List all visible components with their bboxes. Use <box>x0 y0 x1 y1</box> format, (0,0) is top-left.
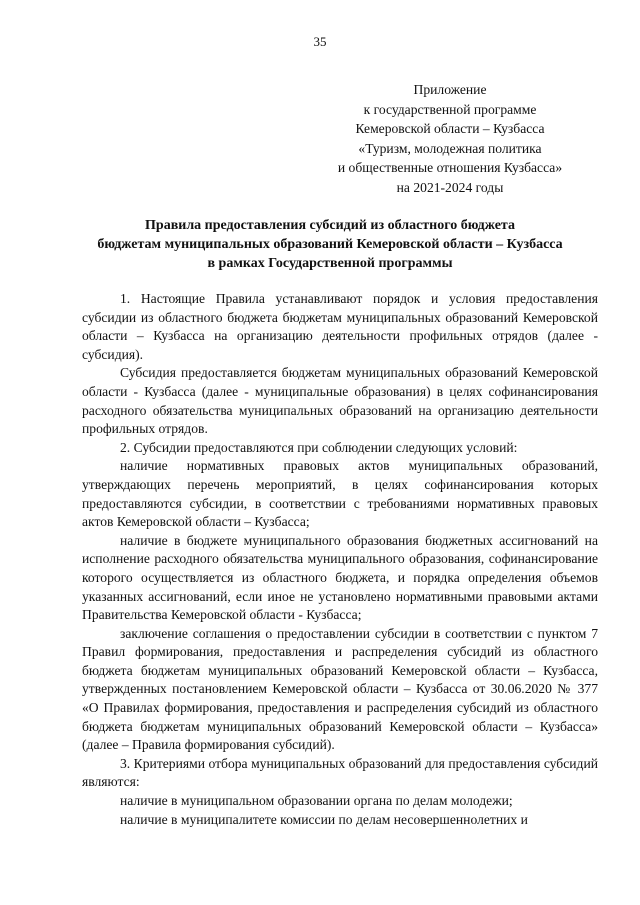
appendix-line: к государственной программе <box>363 101 537 117</box>
title-line: Правила предоставления субсидий из областного бюджета <box>145 218 515 233</box>
paragraph: 1. Настоящие Правила устанавливают порядок и условия предоставления субсидии из областного бюджета бюджетам муниципальных образований Кемеровской области – Кузбасса на организацию деятельности профильных отрядов (далее - субсидия). <box>82 291 598 362</box>
paragraph: наличие в бюджете муниципального образования бюджетных ассигнований на исполнение расходного обязательства муниципального образования, софинансирование которого осуществляется из областного бюджета, и порядка определения объемов указанных ассигнований, если иное не установлено нормативными правовыми актами Правительства Кемеровской области - Кузбасса; <box>82 532 598 623</box>
paragraph: заключение соглашения о предоставлении субсидии в соответствии с пунктом 7 Правил формирования, предоставления и распределения субсидий из областного бюджета бюджетам муниципальных образований Кемеровской области – Кузбасса, утвержденных постановлением Кемеровской области – Кузбасса от 30.06.2020 № 377 «О Правилах формирования, предоставления и распределения субсидий из областного бюджета бюджетам муниципальных образований Кемеровской области – Кузбасса» (далее – Правила формирования субсидий). <box>82 625 598 753</box>
paragraph: наличие в муниципалитете комиссии по делам несовершеннолетних и <box>120 811 528 827</box>
paragraph: наличие нормативных правовых актов муниципальных образований, утверждающих перечень мероприятий, в целях софинансирования которых предоставляются субсидии, в соответствии с требованиями нормативных правовых актов Кемеровской области – Кузбасса; <box>82 458 598 530</box>
paragraph: наличие в муниципальном образовании органа по делам молодежи; <box>120 793 513 809</box>
paragraph: Субсидия предоставляется бюджетам муниципальных образований Кемеровской области - Кузбасса (далее - муниципальные образования) в целях софинансирования расходного обязательства муниципальных образований на организацию деятельности профильных отрядов. <box>82 365 598 437</box>
appendix-line: «Туризм, молодежная политика <box>358 140 542 156</box>
appendix-heading <box>300 80 600 197</box>
appendix-line: Приложение <box>413 82 487 97</box>
appendix-line: на 2021-2024 годы <box>396 179 504 195</box>
title-line: бюджетам муниципальных образований Кемеровской области – Кузбасса <box>97 237 563 252</box>
title-line: в рамках Государственной программы <box>207 256 453 271</box>
page-number: 35 <box>313 34 327 49</box>
appendix-line: Кемеровской области – Кузбасса <box>355 121 545 136</box>
appendix-line: и общественные отношения Кузбасса» <box>337 160 563 175</box>
document-title <box>60 216 600 273</box>
paragraph: 3. Критериями отбора муниципальных образований для предоставления субсидий являются: <box>82 755 598 790</box>
paragraph: 2. Субсидии предоставляются при соблюдении следующих условий: <box>120 439 518 455</box>
document-body <box>82 290 598 829</box>
